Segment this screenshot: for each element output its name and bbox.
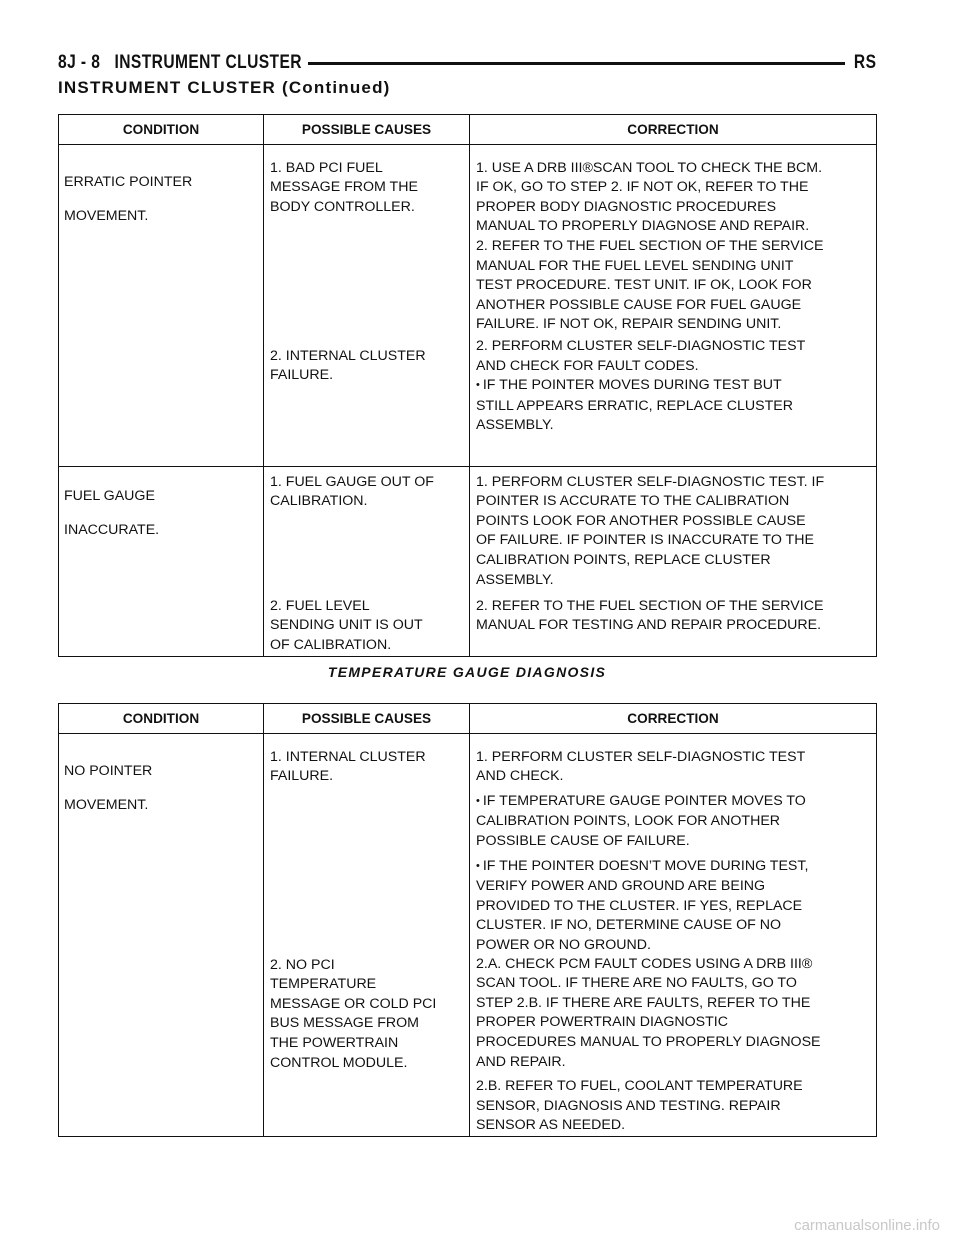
fuel-gauge-diagnosis-table [58, 114, 877, 657]
text-line: PROPER BODY DIAGNOSTIC PROCEDURES [476, 198, 777, 215]
text-line: FUEL GAUGE [64, 487, 155, 504]
text-line: ASSEMBLY. [476, 417, 554, 434]
text-line: AND CHECK FOR FAULT CODES. [476, 357, 699, 374]
correction-cell [470, 144, 877, 466]
causes-cell [264, 144, 470, 466]
column-header-correction: CORRECTION [470, 704, 877, 734]
text-line: 1. INTERNAL CLUSTER [270, 748, 426, 765]
text-line: 2. PERFORM CLUSTER SELF-DIAGNOSTIC TEST [476, 337, 806, 354]
text-line: 1. FUEL GAUGE OUT OF [270, 473, 434, 490]
text-line: CALIBRATION POINTS, LOOK FOR ANOTHER [476, 813, 781, 830]
text-line: ASSEMBLY. [476, 571, 554, 588]
text-line: 1. BAD PCI FUEL [270, 159, 383, 176]
text-line: VERIFY POWER AND GROUND ARE BEING [476, 878, 766, 895]
bullet-icon: • [476, 794, 480, 807]
text-line: 2. INTERNAL CLUSTER [270, 347, 426, 364]
text-line: 2. REFER TO THE FUEL SECTION OF THE SERVICE [476, 237, 824, 254]
text-line: STEP 2.B. IF THERE ARE FAULTS, REFER TO THE [476, 994, 811, 1011]
text-line: BODY CONTROLLER. [270, 198, 415, 215]
text-line: POWER OR NO GROUND. [476, 936, 651, 953]
correction-text [470, 473, 876, 597]
text-line: 2. REFER TO THE FUEL SECTION OF THE SERVICE [476, 597, 824, 614]
section-title: TEMPERATURE GAUGE DIAGNOSIS [327, 664, 607, 680]
text-line: CLUSTER. IF NO, DETERMINE CAUSE OF NO [476, 917, 782, 934]
text-line: PROCEDURES MANUAL TO PROPERLY DIAGNOSE [476, 1033, 821, 1050]
text-line: 1. PERFORM CLUSTER SELF-DIAGNOSTIC TEST. IF [476, 473, 825, 490]
correction-cell [470, 733, 877, 1136]
text-line: 1. PERFORM CLUSTER SELF-DIAGNOSTIC TEST [476, 748, 806, 765]
column-header-correction: CORRECTION [470, 115, 877, 145]
text-line: TEST PROCEDURE. TEST UNIT. IF OK, LOOK FOR [476, 277, 812, 294]
text-line: 2.B. REFER TO FUEL, COOLANT TEMPERATURE [476, 1078, 803, 1095]
text-line: CALIBRATION. [270, 493, 368, 510]
causes-cell [264, 733, 470, 1136]
cause-text [264, 159, 469, 347]
header-section: 8J - 8 INSTRUMENT CLUSTER [58, 52, 302, 73]
text-line: MOVEMENT. [64, 796, 149, 813]
condition-cell [59, 733, 264, 1136]
condition-cell [59, 144, 264, 466]
correction-bullet-text [470, 857, 876, 955]
condition-text [59, 145, 263, 247]
table-row [59, 466, 877, 656]
correction-text [470, 597, 876, 636]
table-header-row [59, 704, 877, 734]
text-line: SENDING UNIT IS OUT [270, 617, 423, 634]
text-line: MESSAGE OR COLD PCI [270, 995, 437, 1012]
cause-text [264, 347, 469, 386]
text-line: FAILURE. [270, 367, 334, 384]
cause-text [264, 748, 469, 956]
text-line: AND REPAIR. [476, 1053, 566, 1070]
text-line: 1. USE A DRB III®SCAN TOOL TO CHECK THE BCM. [476, 159, 823, 176]
text-line: MANUAL TO PROPERLY DIAGNOSE AND REPAIR. [476, 218, 810, 235]
correction-text [470, 748, 876, 787]
text-line: • IF THE POINTER DOESN’T MOVE DURING TEST, [476, 857, 809, 874]
text-line: FAILURE. [270, 768, 334, 785]
bullet-icon: • [476, 859, 480, 872]
condition-text [59, 734, 263, 836]
temperature-gauge-diagnosis-table [58, 703, 877, 1137]
text-line: PROVIDED TO THE CLUSTER. IF YES, REPLACE [476, 897, 803, 914]
text-line: IF OK, GO TO STEP 2. IF NOT OK, REFER TO THE [476, 179, 809, 196]
cause-text [264, 597, 469, 656]
text-line: POINTS LOOK FOR ANOTHER POSSIBLE CAUSE [476, 512, 806, 529]
column-header-condition: CONDITION [59, 704, 264, 734]
text-line: POINTER IS ACCURATE TO THE CALIBRATION [476, 493, 790, 510]
watermark: carmanualsonline.info [794, 1217, 940, 1234]
column-header-causes: POSSIBLE CAUSES [264, 704, 470, 734]
text-line: NO POINTER [64, 762, 153, 779]
correction-text [470, 337, 876, 376]
text-line: TEMPERATURE [270, 976, 377, 993]
text-line: SENSOR AS NEEDED. [476, 1117, 626, 1134]
table-row [59, 144, 877, 466]
text-line: INACCURATE. [64, 521, 160, 538]
text-line: ANOTHER POSSIBLE CAUSE FOR FUEL GAUGE [476, 296, 802, 313]
column-header-causes: POSSIBLE CAUSES [264, 115, 470, 145]
page-subtitle: INSTRUMENT CLUSTER (Continued) [58, 78, 391, 97]
text-line: FAILURE. IF NOT OK, REPAIR SENDING UNIT. [476, 316, 782, 333]
text-line: 2. FUEL LEVEL [270, 597, 370, 614]
condition-cell [59, 466, 264, 656]
correction-cell [470, 466, 877, 656]
cause-text [264, 956, 469, 1074]
text-line: CONTROL MODULE. [270, 1054, 408, 1071]
text-line: OF FAILURE. IF POINTER IS INACCURATE TO THE [476, 532, 814, 549]
text-line: 2.A. CHECK PCM FAULT CODES USING A DRB III® [476, 955, 813, 972]
text-line: CALIBRATION POINTS, REPLACE CLUSTER [476, 551, 771, 568]
table-row [59, 733, 877, 1136]
text-line: POSSIBLE CAUSE OF FAILURE. [476, 832, 690, 849]
correction-bullet-text [470, 376, 876, 436]
text-line: MESSAGE FROM THE [270, 179, 418, 196]
cause-text [264, 473, 469, 597]
bullet-icon: • [476, 379, 480, 392]
correction-text [470, 1077, 876, 1136]
text-line: PROPER POWERTRAIN DIAGNOSTIC [476, 1014, 728, 1031]
text-line: BUS MESSAGE FROM [270, 1015, 419, 1032]
page-header [58, 52, 876, 74]
text-line: MANUAL FOR THE FUEL LEVEL SENDING UNIT [476, 257, 794, 274]
text-line: THE POWERTRAIN [270, 1034, 399, 1051]
text-line: SENSOR, DIAGNOSIS AND TESTING. REPAIR [476, 1097, 781, 1114]
text-line: STILL APPEARS ERRATIC, REPLACE CLUSTER [476, 397, 793, 414]
condition-text [59, 467, 263, 561]
column-header-condition: CONDITION [59, 115, 264, 145]
text-line: MOVEMENT. [64, 207, 149, 224]
text-line: • IF TEMPERATURE GAUGE POINTER MOVES TO [476, 792, 806, 809]
table-header-row [59, 115, 877, 145]
correction-text [470, 955, 876, 1073]
correction-text [470, 237, 876, 337]
text-line: SCAN TOOL. IF THERE ARE NO FAULTS, GO TO [476, 975, 797, 992]
header-rule [308, 62, 845, 65]
text-line: OF CALIBRATION. [270, 636, 392, 653]
text-line: • IF THE POINTER MOVES DURING TEST BUT [476, 377, 782, 394]
correction-bullet-text [470, 792, 876, 852]
causes-cell [264, 466, 470, 656]
text-line: MANUAL FOR TESTING AND REPAIR PROCEDURE. [476, 617, 822, 634]
text-line: ERRATIC POINTER [64, 173, 193, 190]
text-line: 2. NO PCI [270, 956, 335, 973]
text-line: AND CHECK. [476, 768, 564, 785]
header-model: RS [853, 52, 876, 73]
correction-text [470, 159, 876, 237]
